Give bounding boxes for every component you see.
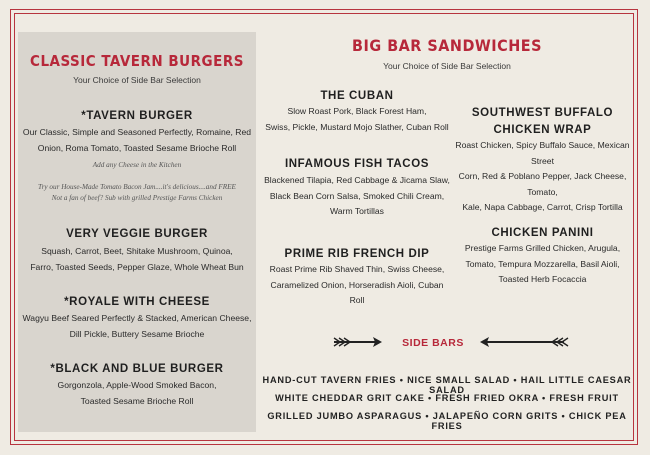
veggie-burger-title: VERY VEGGIE BURGER [66,228,208,240]
left-arrow-icon [332,335,382,349]
buffalo-wrap-desc: Roast Chicken, Spicy Buffalo Sauce, Mexican Street Corn, Red & Poblano Pepper, Jack Cheese, Tomato, Kale, Napa Cabbage, Carrot, Crisp Tortilla [455,140,630,212]
fish-tacos-title: INFAMOUS FISH TACOS [284,158,430,170]
panini-title: CHICKEN PANINI [491,227,594,239]
burgers-panel [18,32,256,432]
tavern-burger-note: Add any Cheese in the Kitchen [92,161,182,169]
side-bars-title: SIDE BARS [402,337,464,349]
cuban-desc: Slow Roast Pork, Black Forest Ham, Swiss, Pickle, Mustard Mojo Slather, Cuban Roll [265,106,449,132]
tavern-burger-desc: Our Classic, Simple and Seasoned Perfectly, Romaine, Red Onion, Roma Tomato, Toasted Sesame Brioche Roll [22,127,252,153]
buffalo-wrap-title-2: CHICKEN WRAP [493,124,592,136]
fish-tacos-desc: Blackened Tilapia, Red Cabbage & Jicama Slaw, Black Bean Corn Salsa, Smoked Chili Cream, Warm Tortillas [264,175,450,216]
tavern-burger-title: *TAVERN BURGER [81,110,193,122]
cuban-title: THE CUBAN [320,90,394,102]
buffalo-wrap-title: SOUTHWEST BUFFALO [471,107,614,119]
black-blue-desc: Gorgonzola, Apple-Wood Smoked Bacon, Toasted Sesame Brioche Roll [57,380,217,406]
panini-desc: Prestige Farms Grilled Chicken, Arugula, Tomato, Tempura Mozzarella, Basil Aioli, Toasted Herb Focaccia [464,243,621,284]
burgers-subtitle: Your Choice of Side Bar Selection [73,75,201,85]
side-bars-line-3: GRILLED JUMBO ASPARAGUS • JALAPEÑO CORN GRITS • CHICK PEA FRIES [267,411,627,431]
burgers-title: CLASSIC TAVERN BURGERS [30,52,244,70]
sandwiches-title: BIG BAR SANDWICHES [352,36,542,55]
veggie-burger-desc: Squash, Carrot, Beet, Shitake Mushroom, Quinoa, Farro, Toasted Seeds, Pepper Glaze, Whole Wheat Bun [30,246,244,272]
french-dip-title: PRIME RIB FRENCH DIP [284,248,430,260]
side-bars-line-1: HAND-CUT TAVERN FRIES • NICE SMALL SALAD • HAIL LITTLE CAESAR SALAD [262,375,632,395]
right-arrow-icon [480,335,570,349]
french-dip-desc: Roast Prime Rib Shaved Thin, Swiss Cheese, Caramelized Onion, Horseradish Aioli, Cuban Roll [269,264,445,305]
sandwiches-subtitle: Your Choice of Side Bar Selection [383,61,511,71]
black-blue-title: *BLACK AND BLUE BURGER [50,363,224,375]
tavern-burger-note2: Try our House-Made Tomato Bacon Jam....it's delicious....and FREE Not a fan of beef? Sub with grilled Prestige Farms Chicken [38,183,236,202]
royale-desc: Wagyu Beef Seared Perfectly & Stacked, American Cheese, Dill Pickle, Buttery Sesame Brioche [22,313,252,339]
side-bars-line-2: WHITE CHEDDAR GRIT CAKE • FRESH FRIED OKRA • FRESH FRUIT [275,393,619,403]
royale-title: *ROYALE WITH CHEESE [64,296,210,308]
